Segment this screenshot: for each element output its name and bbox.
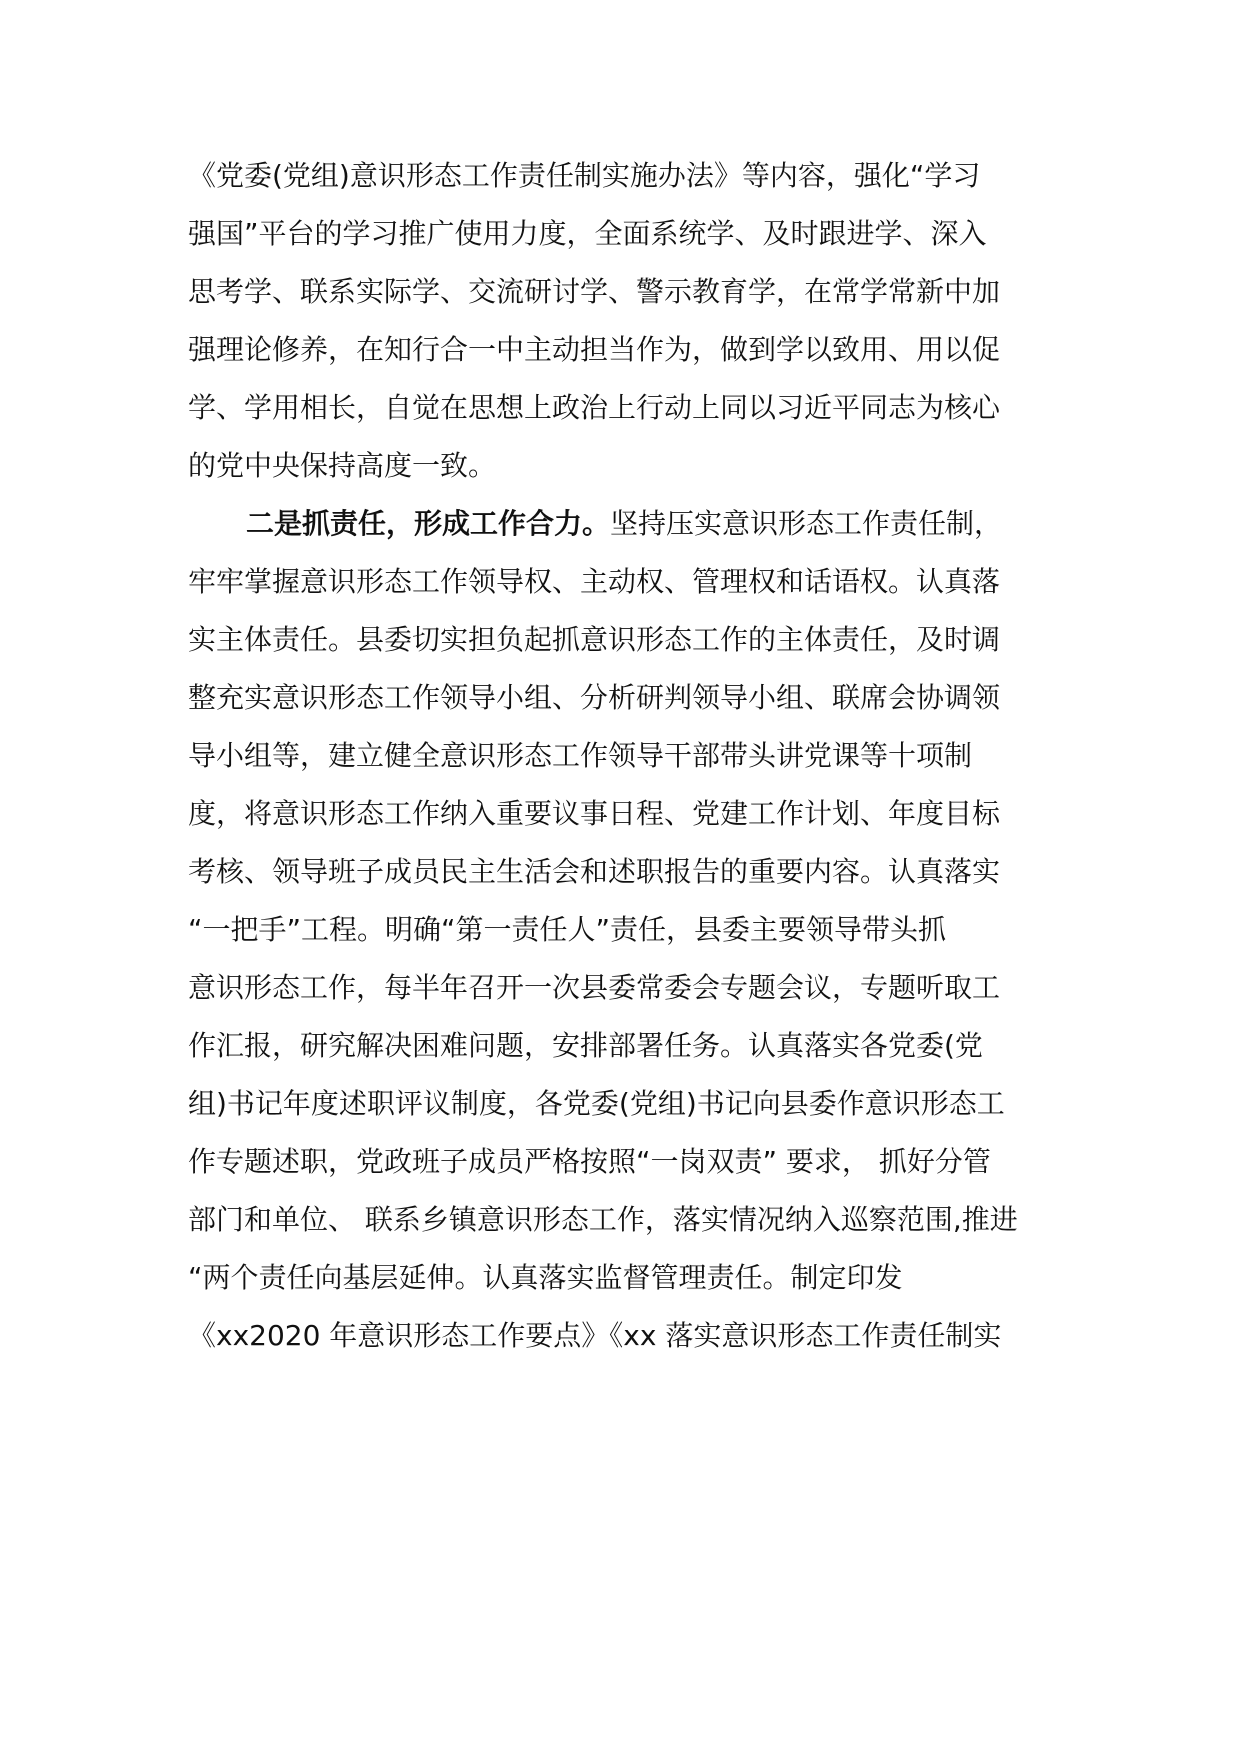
paragraph-1-line-2: 强国”平台的学习推广使用力度，全面系统学、及时跟进学、深入 — [188, 217, 987, 250]
paragraph-2-line-9: 意识形态工作，每半年召开一次县委常委会专题会议，专题听取工 — [188, 971, 1001, 1004]
paragraph-2-line-1 — [246, 504, 1002, 544]
paragraph-2-line-7: 考核、领导班子成员民主生活会和述职报告的重要内容。认真落实 — [188, 855, 1001, 888]
paragraph-2-line-4: 整充实意识形态工作领导小组、分析研判领导小组、联席会协调领 — [188, 681, 1001, 714]
paragraph-1-line-6: 的党中央保持高度一致。 — [188, 449, 497, 482]
paragraph-1-line-5: 学、学用相长，自觉在思想上政治上行动上同以习近平同志为核心 — [188, 391, 1001, 424]
paragraph-2-line-5: 导小组等，建立健全意识形态工作领导干部带头讲党课等十项制 — [188, 739, 973, 772]
paragraph-2-line-11: 组)书记年度述职评议制度，各党委(党组)书记向县委作意识形态工 — [188, 1087, 1005, 1120]
paragraph-2-line-6: 度，将意识形态工作纳入重要议事日程、党建工作计划、年度目标 — [188, 797, 1001, 830]
paragraph-1-line-1: 《党委(党组)意识形态工作责任制实施办法》等内容，强化“学习 — [188, 159, 981, 192]
paragraph-2-line-2: 牢牢掌握意识形态工作领导权、主动权、管理权和话语权。认真落 — [188, 565, 1001, 598]
paragraph-2-heading: 二是抓责任，形成工作合力。 — [246, 507, 611, 540]
paragraph-1-line-3: 思考学、联系实际学、交流研讨学、警示教育学，在常学常新中加 — [188, 275, 1001, 308]
paragraph-2-line-13: 部门和单位、 联系乡镇意识形态工作，落实情况纳入巡察范围,推进 — [188, 1203, 1018, 1236]
paragraph-2-line-14: “两个责任向基层延伸。认真落实监督管理责任。制定印发 — [188, 1261, 903, 1294]
paragraph-2-line-12: 作专题述职，党政班子成员严格按照“一岗双责” 要求， 抓好分管 — [188, 1145, 991, 1178]
paragraph-2-line-15: 《xx2020 年意识形态工作要点》《xx 落实意识形态工作责任制实 — [188, 1319, 1002, 1352]
paragraph-2-first-line-text: 坚持压实意识形态工作责任制， — [610, 507, 1003, 540]
paragraph-2-line-8: “一把手”工程。明确“第一责任人”责任，县委主要领导带头抓 — [188, 913, 947, 946]
paragraph-2-line-10: 作汇报，研究解决困难问题，安排部署任务。认真落实各党委(党 — [188, 1029, 983, 1062]
paragraph-2-line-3: 实主体责任。县委切实担负起抓意识形态工作的主体责任，及时调 — [188, 623, 1001, 656]
paragraph-1-line-4: 强理论修养，在知行合一中主动担当作为，做到学以致用、用以促 — [188, 333, 1001, 366]
